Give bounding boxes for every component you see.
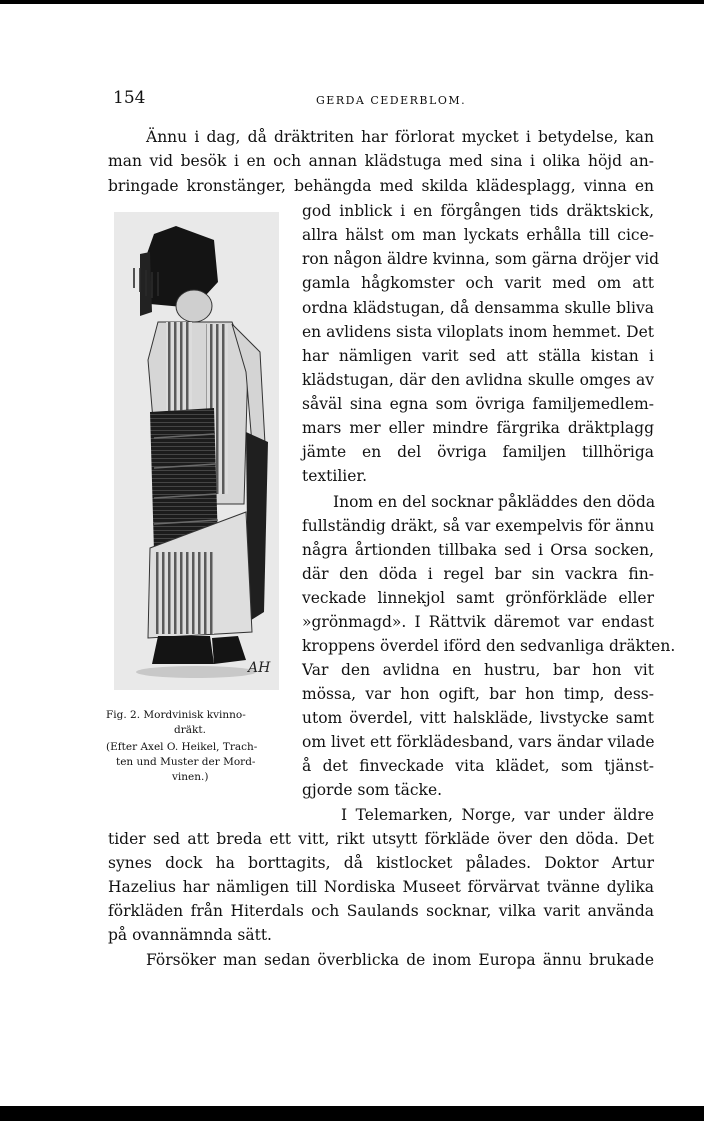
costume-illustration bbox=[114, 212, 279, 690]
text-line: bringade kronstänger, behängda med skilda klädesplagg, vinna en bbox=[108, 177, 654, 195]
text-line: mössa, var hon ogift, bar hon timp, dess- bbox=[302, 685, 654, 703]
artist-signature: AH bbox=[248, 660, 271, 676]
text-line: kroppens överdel iförd den sedvanliga dräkten. bbox=[302, 637, 676, 655]
text-line: Var den avlidna en hustru, bar hon vit bbox=[302, 661, 654, 679]
caption-line: (Efter Axel O. Heikel, Trach- bbox=[106, 741, 258, 753]
text-line: om livet ett förklädesband, vars ändar vilade bbox=[302, 733, 655, 751]
text-line: förkläden från Hiterdals och Saulands socknar, vilka varit använda bbox=[108, 902, 654, 920]
text-line: en avlidens sista viloplats inom hemmet. Det bbox=[302, 323, 654, 341]
text-line: å det finveckade vita klädet, som tjänst- bbox=[302, 757, 654, 775]
caption-line: Fig. 2. Mordvinisk kvinno- bbox=[106, 709, 246, 721]
text-line: textilier. bbox=[302, 467, 368, 485]
text-line: några årtionden tillbaka sed i Orsa socken, bbox=[302, 541, 654, 559]
page-number: 154 bbox=[113, 88, 146, 108]
text-line: Hazelius har nämligen till Nordiska Museet förvärvat tvänne dylika bbox=[108, 878, 654, 896]
text-line: gjorde som täcke. bbox=[302, 781, 443, 799]
text-line: utom överdel, vitt halskläde, livstycke samt bbox=[302, 709, 654, 727]
text-line: I Telemarken, Norge, var under äldre bbox=[341, 806, 654, 824]
text-line: ron någon äldre kvinna, som gärna dröjer vid bbox=[302, 250, 660, 268]
scan-top-edge bbox=[0, 0, 704, 4]
text-line: har nämligen varit sed att ställa kistan i bbox=[302, 347, 654, 365]
text-line: veckade linnekjol samt grönförkläde eller bbox=[302, 589, 654, 607]
text-line: allra hälst om man lyckats erhålla till cice- bbox=[302, 226, 654, 244]
caption-line: ten und Muster der Mord- bbox=[116, 756, 256, 768]
scan-bottom-edge bbox=[0, 1106, 704, 1121]
text-line: tider sed att breda ett vitt, rikt utsytt förkläde över den döda. Det bbox=[108, 830, 654, 848]
text-line: Försöker man sedan överblicka de inom Europa ännu brukade bbox=[146, 951, 654, 969]
caption-line: vinen.) bbox=[172, 771, 209, 783]
text-line: synes dock ha borttagits, då kistlocket pålades. Doktor Artur bbox=[108, 854, 654, 872]
text-line: man vid besök i en och annan klädstuga med sina i olika höjd an- bbox=[108, 152, 654, 170]
text-line: Ännu i dag, då dräktriten har förlorat mycket i betydelse, kan bbox=[146, 128, 654, 146]
text-line: fullständig dräkt, så var exempelvis för ännu bbox=[302, 517, 655, 535]
costume-figure bbox=[114, 212, 279, 690]
running-head: GERDA CEDERBLOM. bbox=[316, 94, 467, 107]
text-line: gamla hågkomster och varit med om att bbox=[302, 274, 654, 292]
text-line: på ovannämnda sätt. bbox=[108, 926, 272, 944]
text-line: ordna klädstugan, då densamma skulle bliva bbox=[302, 299, 654, 317]
text-line: jämte en del övriga familjen tillhöriga bbox=[302, 443, 654, 461]
text-line: såväl sina egna som övriga familjemedlem- bbox=[302, 395, 654, 413]
text-line: där den döda i regel bar sin vackra fin- bbox=[302, 565, 654, 583]
text-line: klädstugan, där den avlidna skulle omges av bbox=[302, 371, 654, 389]
text-line: Inom en del socknar påkläddes den döda bbox=[333, 493, 656, 511]
caption-line: dräkt. bbox=[174, 724, 206, 736]
text-line: »grönmagd». I Rättvik däremot var endast bbox=[302, 613, 654, 631]
text-line: mars mer eller mindre färgrika dräktplagg bbox=[302, 419, 654, 437]
text-line: god inblick i en förgången tids dräktskick, bbox=[302, 202, 654, 220]
